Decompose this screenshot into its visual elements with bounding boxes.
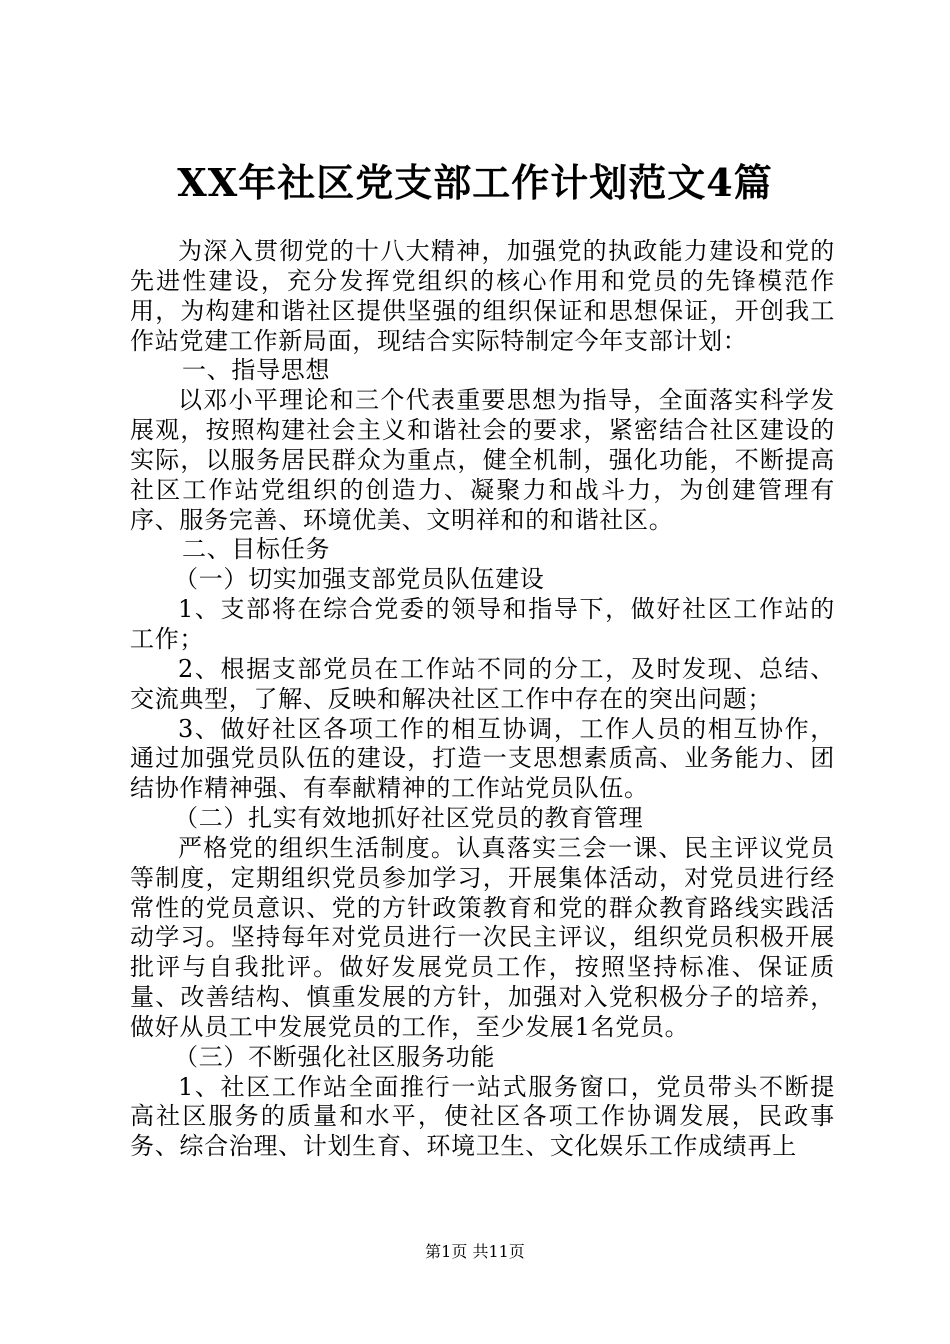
document-body (130, 237, 835, 1162)
page-footer: 第1页 共11页 (425, 1242, 525, 1261)
list-item-3: 3、做好社区各项工作的相互协调，工作人员的相互协作，通过加强党员队伍的建设，打造一支思想素质高、业务能力、团结协作精神强、有奉献精神的工作站党员队伍。 (130, 714, 835, 803)
service-list-item-1: 1、社区工作站全面推行一站式服务窗口，党员带头不断提高社区服务的质量和水平，使社区各项工作协调发展，民政事务、综合治理、计划生育、环境卫生、文化娱乐工作成绩再上 (130, 1072, 835, 1161)
section-heading-guiding-thought: 一、指导思想 (182, 356, 331, 385)
list-item-2: 2、根据支部党员在工作站不同的分工，及时发现、总结、交流典型，了解、反映和解决社区工作中存在的突出问题； (130, 654, 835, 713)
intro-paragraph: 为深入贯彻党的十八大精神，加强党的执政能力建设和党的先进性建设，充分发挥党组织的核心作用和党员的先锋模范作用，为构建和谐社区提供坚强的组织保证和思想保证，开创我工作站党建工作新局面，现结合实际特制定今年支部计划： (130, 237, 835, 355)
subsection-heading-education: （二）扎实有效地抓好社区党员的教育管理 (174, 804, 644, 833)
subsection-heading-service: （三）不断强化社区服务功能 (174, 1042, 496, 1071)
guiding-thought-paragraph: 以邓小平理论和三个代表重要思想为指导，全面落实科学发展观，按照构建社会主义和谐社会的要求，紧密结合社区建设的实际，以服务居民群众为重点，健全机制，强化功能，不断提高社区工作站党组织的创造力、凝聚力和战斗力，为创建管理有序、服务完善、环境优美、文明祥和的和谐社区。 (130, 386, 835, 534)
list-item-1: 1、支部将在综合党委的领导和指导下，做好社区工作站的工作； (130, 595, 835, 653)
document-title: XX年社区党支部工作计划范文4篇 (177, 160, 773, 205)
section-heading-goals: 二、目标任务 (182, 535, 331, 564)
subsection-heading-team-building: （一）切实加强支部党员队伍建设 (174, 565, 545, 594)
education-paragraph: 严格党的组织生活制度。认真落实三会一课、民主评议党员等制度，定期组织党员参加学习，开展集体活动，对党员进行经常性的党员意识、党的方针政策教育和党的群众教育路线实践活动学习。坚持每年对党员进行一次民主评议，组织党员积极开展批评与自我批评。做好发展党员工作，按照坚持标准、保证质量、改善结构、慎重发展的方针，加强对入党积极分子的培养，做好从员工中发展党员的工作，至少发展1名党员。 (130, 833, 835, 1041)
